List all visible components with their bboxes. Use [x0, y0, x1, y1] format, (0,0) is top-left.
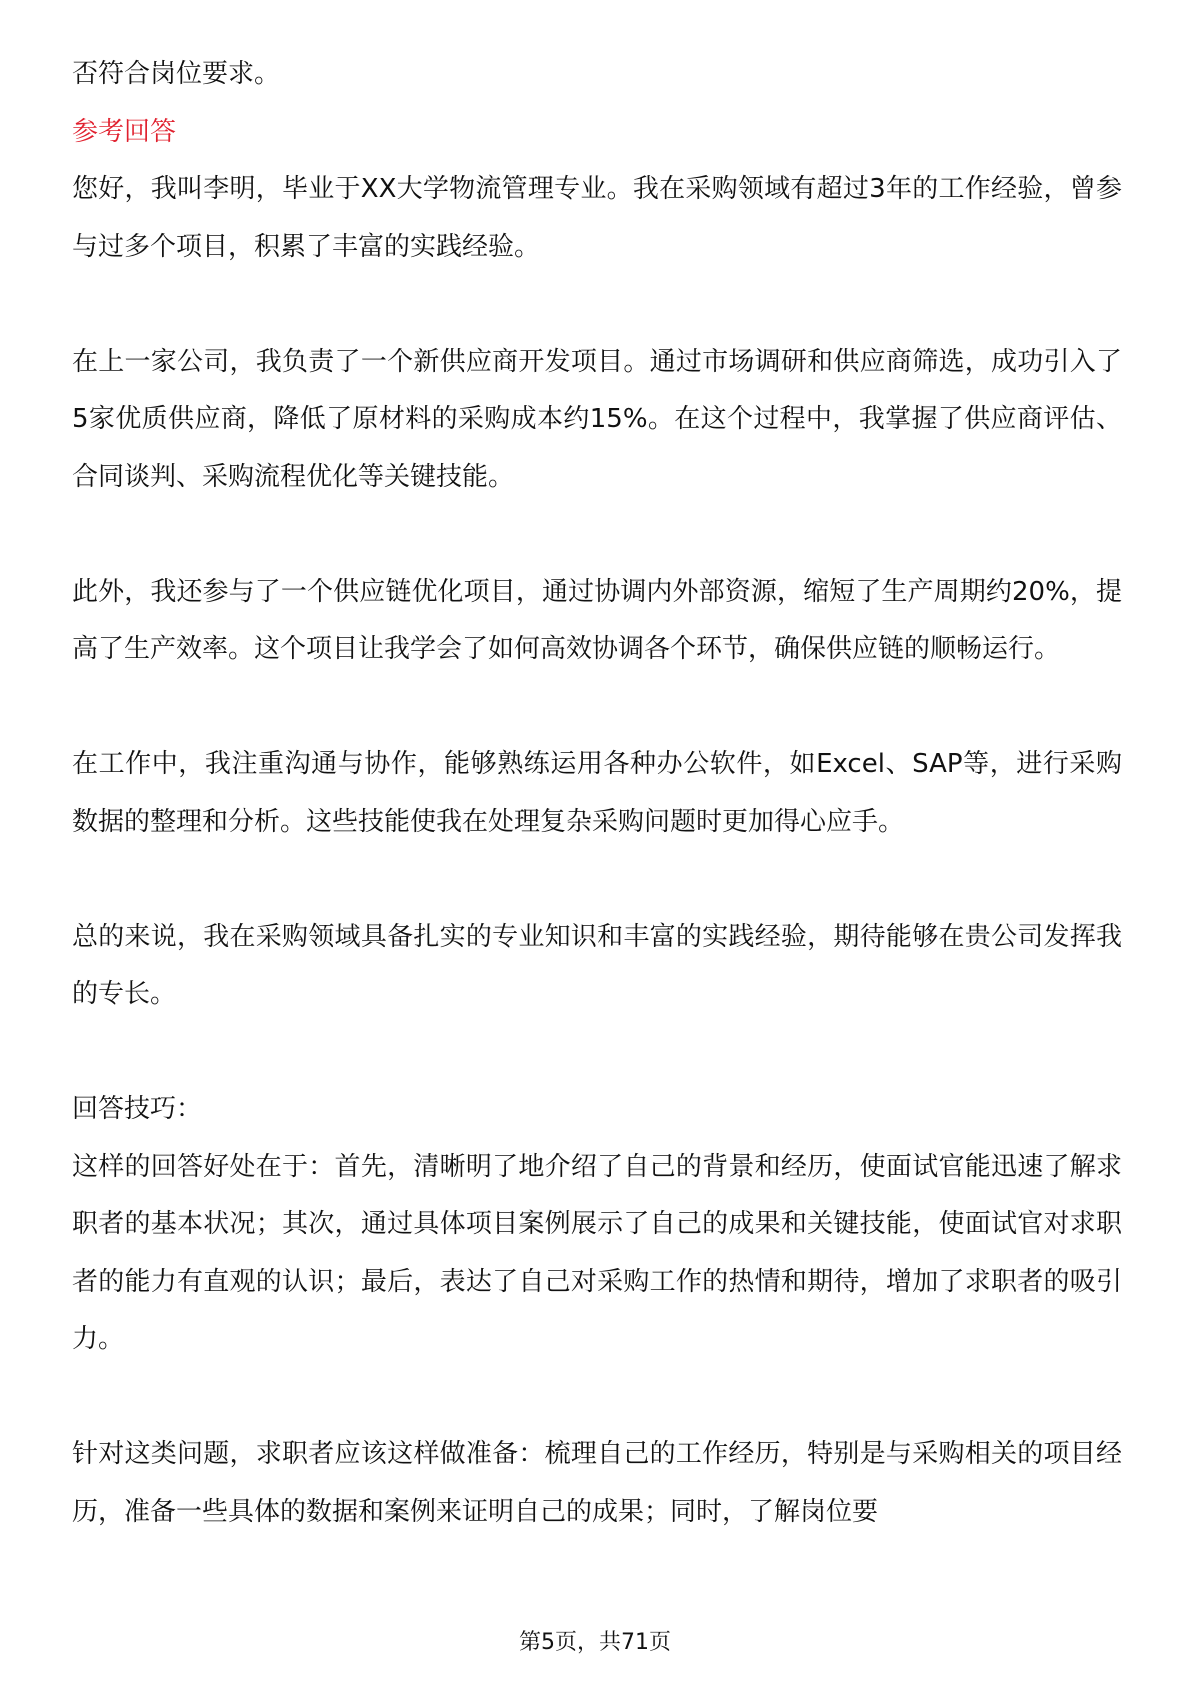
- paragraph-summary: 总的来说，我在采购领域具备扎实的专业知识和丰富的实践经验，期待能够在贵公司发挥我的专长。: [72, 921, 1122, 1009]
- paragraph-supplier-project: 在上一家公司，我负责了一个新供应商开发项目。通过市场调研和供应商筛选，成功引入了5家优质供应商，降低了原材料的采购成本约15%。在这个过程中，我掌握了供应商评估、合同谈判、采购流程优化等关键技能。: [72, 346, 1122, 492]
- paragraph-preparation: 针对这类问题，求职者应该这样做准备：梳理自己的工作经历，特别是与采购相关的项目经历，准备一些具体的数据和案例来证明自己的成果；同时，了解岗位要: [72, 1439, 1122, 1527]
- answer-tips-heading: 回答技巧：: [72, 1094, 203, 1124]
- paragraph-skills: 在工作中，我注重沟通与协作，能够熟练运用各种办公软件，如Excel、SAP等，进行采购数据的整理和分析。这些技能使我在处理复杂采购问题时更加得心应手。: [72, 749, 1122, 837]
- paragraph-tips-explanation: 这样的回答好处在于：首先，清晰明了地介绍了自己的背景和经历，使面试官能迅速了解求职者的基本状况；其次，通过具体项目案例展示了自己的成果和关键技能，使面试官对求职者的能力有直观的认识；最后，表达了自己对采购工作的热情和期待，增加了求职者的吸引力。: [72, 1151, 1122, 1354]
- reference-answer-heading: 参考回答: [72, 116, 177, 147]
- document-body: [72, 46, 1122, 1541]
- page-number-footer: 第5页，共71页: [519, 1630, 671, 1655]
- paragraph-continuation: 否符合岗位要求。: [72, 59, 281, 89]
- paragraph-intro: 您好，我叫李明，毕业于XX大学物流管理专业。我在采购领域有超过3年的工作经验，曾参与过多个项目，积累了丰富的实践经验。: [72, 174, 1122, 262]
- paragraph-supply-chain-project: 此外，我还参与了一个供应链优化项目，通过协调内外部资源，缩短了生产周期约20%，提高了生产效率。这个项目让我学会了如何高效协调各个环节，确保供应链的顺畅运行。: [72, 576, 1122, 664]
